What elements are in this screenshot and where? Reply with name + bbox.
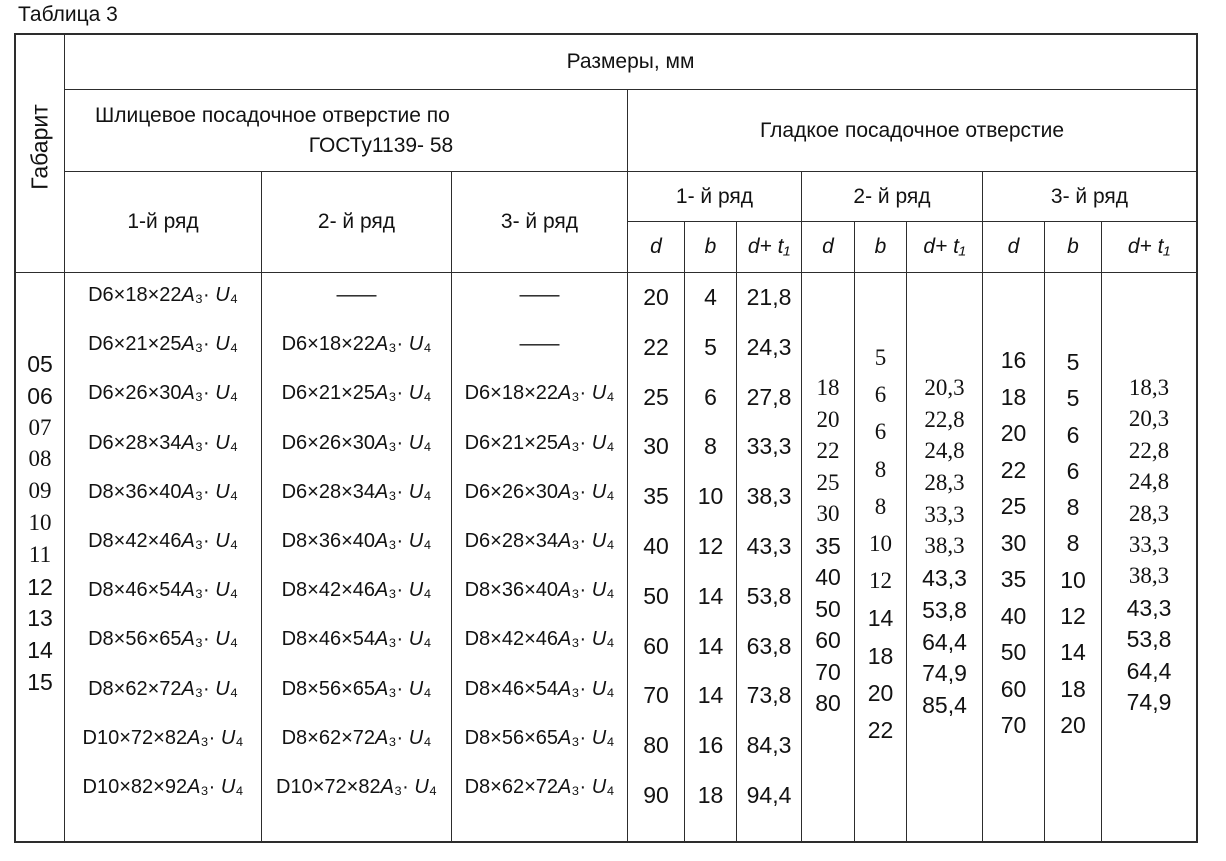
dt-value: 22,8 (1128, 437, 1170, 463)
b-value: 6 (1066, 421, 1080, 448)
dt-value: 38,3 (1128, 563, 1170, 589)
b-value: 6 (1066, 457, 1080, 484)
b-value: 12 (697, 532, 724, 559)
d-value: 22 (816, 438, 840, 463)
d-value: 20 (643, 284, 669, 310)
gabarit-value: 05 (27, 351, 53, 377)
smooth-row1-dt-column (737, 273, 802, 841)
d-value: 40 (1000, 602, 1027, 629)
spline-designation: D8×42×46A₃· U₄ (464, 628, 615, 651)
smooth-row2-dt-column (907, 273, 983, 841)
d-value: 80 (815, 690, 841, 716)
spline-designation: D8×62×72A₃· U₄ (464, 775, 615, 798)
gabarit-value: 14 (27, 637, 53, 664)
spline-designation: D6×21×25A₃· U₄ (88, 333, 238, 356)
table-title: Таблица 3 (18, 3, 118, 26)
b-value: 5 (1066, 349, 1080, 375)
gabarit-value: 13 (27, 605, 53, 632)
col-header-dt-row2: d+ t₁ (907, 222, 983, 273)
d-value: 25 (643, 383, 669, 410)
d-value: 30 (816, 501, 840, 526)
spline-designation: D10×72×82A₃· U₄ (82, 726, 244, 749)
spline-header-line1: Шлицевое посадочное отверстие по (95, 103, 450, 127)
spline-row3-header: 3- й ряд (452, 172, 628, 273)
smooth-section-header: Гладкое посадочное отверстие (628, 90, 1196, 172)
spline-designation: D6×26×30A₃· U₄ (281, 431, 432, 454)
dt-value: 33,3 (1128, 531, 1170, 557)
spline-designation: D8×42×46A₃· U₄ (281, 579, 432, 602)
gabarit-header-label: Габарит (26, 104, 53, 190)
b-value: 12 (869, 568, 892, 594)
d-value: 70 (1000, 712, 1027, 738)
d-value: 30 (1000, 529, 1027, 556)
spline-designation: D10×82×92A₃· U₄ (82, 775, 244, 798)
dt-value: 21,8 (746, 284, 792, 310)
col-header-dt-row1: d+ t₁ (737, 222, 802, 273)
b-value: 10 (1060, 566, 1086, 593)
spline-designation: D6×28×34A₃· U₄ (88, 431, 238, 454)
spline-designation: D6×28×34A₃· U₄ (464, 529, 615, 552)
d-value: 60 (815, 627, 841, 653)
smooth-row3-dt-column (1102, 273, 1196, 841)
dt-value: 63,8 (746, 632, 792, 659)
spline-designation: D10×72×82A₃· U₄ (276, 775, 437, 798)
d-value: 35 (643, 483, 669, 510)
spline-designation: D8×36×40A₃· U₄ (281, 529, 432, 552)
dt-value: 24,8 (1128, 469, 1170, 495)
dt-value: 43,3 (922, 565, 967, 592)
spline-designation: —— (336, 284, 377, 306)
spline-designation: —— (519, 333, 560, 356)
smooth-row2-header: 2- й ряд (802, 172, 983, 222)
b-value: 10 (697, 483, 724, 510)
b-value: 18 (1060, 675, 1086, 702)
b-value: 6 (704, 383, 717, 410)
dt-value: 24,8 (924, 438, 965, 464)
dt-value: 74,9 (922, 660, 967, 687)
gabarit-value: 12 (27, 573, 53, 600)
b-value: 10 (869, 530, 892, 556)
col-header-b-row2: b (855, 222, 907, 273)
smooth-row1-b-column (685, 273, 737, 841)
b-value: 12 (1060, 603, 1086, 630)
dt-value: 20,3 (1128, 406, 1170, 432)
dt-value: 22,8 (924, 406, 965, 432)
dt-value: 53,8 (1126, 626, 1172, 653)
b-value: 18 (867, 642, 894, 669)
gabarit-value: 06 (27, 382, 53, 409)
d-value: 35 (815, 532, 841, 559)
spline-designation: —— (519, 284, 560, 306)
gabarit-header-cell (16, 35, 65, 273)
spline-designation: D8×46×54A₃· U₄ (88, 579, 238, 602)
spline-designation: D8×42×46A₃· U₄ (88, 529, 238, 552)
spline-designation: D8×62×72A₃· U₄ (88, 677, 238, 700)
d-value: 20 (816, 406, 840, 432)
d-value: 50 (815, 595, 841, 622)
spline-designation: D8×56×65A₃· U₄ (88, 628, 238, 651)
col-header-b-row3: b (1045, 222, 1102, 273)
b-value: 4 (704, 284, 717, 310)
d-value: 35 (1000, 566, 1027, 592)
smooth-row3-b-column (1045, 273, 1102, 841)
b-value: 8 (704, 433, 717, 460)
dt-value: 38,3 (746, 483, 792, 510)
spline-designation: D8×56×65A₃· U₄ (464, 726, 615, 749)
gabarit-value: 07 (28, 414, 52, 440)
spline-row3-column (452, 273, 628, 841)
spline-designation: D8×56×65A₃· U₄ (281, 677, 432, 700)
gabarit-value: 15 (27, 668, 53, 695)
spline-designation: D6×21×25A₃· U₄ (281, 382, 432, 405)
spline-designation: D8×46×54A₃· U₄ (281, 628, 432, 651)
d-value: 25 (1000, 493, 1027, 519)
smooth-row3-header: 3- й ряд (983, 172, 1196, 222)
b-value: 5 (1066, 385, 1080, 412)
gabarit-value: 10 (28, 509, 52, 535)
d-value: 50 (1000, 639, 1027, 665)
b-value: 22 (867, 716, 894, 743)
spline-header-line2: ГОСТу1139- 58 (308, 133, 454, 157)
dt-value: 28,3 (924, 470, 965, 496)
dt-value: 53,8 (746, 582, 792, 609)
col-header-d-row3: d (983, 222, 1045, 273)
dt-value: 64,4 (922, 628, 967, 655)
spline-row1-column (65, 273, 262, 841)
b-value: 14 (697, 632, 724, 659)
sizes-header: Размеры, мм (65, 35, 1196, 90)
dt-value: 38,3 (924, 533, 965, 559)
spline-designation: D6×28×34A₃· U₄ (281, 480, 432, 503)
b-value: 14 (697, 582, 724, 609)
b-value: 5 (704, 333, 717, 360)
dt-value: 27,8 (746, 383, 792, 410)
d-value: 18 (1000, 383, 1027, 410)
b-value: 18 (697, 781, 724, 808)
b-value: 16 (697, 732, 724, 759)
d-value: 50 (643, 582, 669, 609)
spline-designation: D6×18×22A₃· U₄ (464, 382, 615, 405)
smooth-row2-d-column (802, 273, 855, 841)
smooth-row2-b-column (855, 273, 907, 841)
spline-designation: D6×21×25A₃· U₄ (464, 431, 615, 454)
dt-value: 33,3 (924, 501, 965, 527)
spline-designation: D8×46×54A₃· U₄ (464, 677, 615, 700)
gabarit-value: 08 (28, 446, 52, 472)
b-value: 14 (697, 682, 724, 709)
col-header-dt-row3: d+ t₁ (1102, 222, 1196, 273)
spline-designation: D8×62×72A₃· U₄ (281, 726, 432, 749)
b-value: 5 (874, 345, 887, 370)
dt-value: 64,4 (1126, 657, 1172, 684)
d-value: 40 (815, 564, 841, 590)
d-value: 40 (643, 532, 669, 559)
spline-row2-header: 2- й ряд (262, 172, 452, 273)
dt-value: 33,3 (746, 433, 792, 460)
d-value: 70 (815, 658, 841, 685)
spline-designation: D6×18×22A₃· U₄ (88, 284, 238, 306)
smooth-row1-header: 1- й ряд (628, 172, 802, 222)
col-header-d-row1: d (628, 222, 685, 273)
dt-value: 18,3 (1128, 375, 1170, 400)
smooth-row1-d-column (628, 273, 685, 841)
d-value: 16 (1000, 347, 1027, 373)
dt-value: 43,3 (1126, 594, 1172, 621)
b-value: 6 (874, 382, 887, 408)
b-value: 8 (874, 456, 887, 482)
dt-value: 20,3 (924, 375, 965, 400)
dt-value: 73,8 (746, 682, 792, 709)
b-value: 8 (1066, 494, 1080, 521)
spline-section-header (65, 90, 628, 172)
d-value: 30 (643, 433, 669, 460)
d-value: 18 (816, 375, 840, 400)
dt-value: 74,9 (1126, 688, 1172, 715)
d-value: 22 (1000, 456, 1027, 483)
d-value: 25 (816, 469, 840, 495)
spline-designation: D8×36×40A₃· U₄ (464, 579, 615, 602)
d-value: 80 (643, 732, 669, 759)
b-value: 14 (867, 605, 894, 632)
gabarit-values-column (16, 273, 65, 841)
col-header-d-row2: d (802, 222, 855, 273)
smooth-row3-d-column (983, 273, 1045, 841)
dt-value: 85,4 (922, 691, 967, 718)
d-value: 20 (1000, 420, 1027, 446)
b-value: 8 (874, 493, 887, 519)
spline-designation: D8×36×40A₃· U₄ (88, 480, 238, 503)
dt-value: 43,3 (746, 532, 792, 559)
dt-value: 28,3 (1128, 500, 1170, 526)
b-value: 6 (874, 419, 887, 445)
spline-row1-header: 1-й ряд (65, 172, 262, 273)
dt-value: 53,8 (922, 596, 967, 623)
spline-designation: D6×26×30A₃· U₄ (464, 480, 615, 503)
spline-designation: D6×18×22A₃· U₄ (281, 333, 432, 356)
b-value: 8 (1066, 530, 1080, 557)
col-header-b-row1: b (685, 222, 737, 273)
gabarit-value: 11 (28, 541, 52, 567)
dt-value: 24,3 (746, 333, 792, 360)
gabarit-value: 09 (28, 478, 52, 504)
dimensions-table (14, 33, 1198, 843)
d-value: 60 (1000, 675, 1027, 702)
spline-designation: D6×26×30A₃· U₄ (88, 382, 238, 405)
b-value: 20 (867, 679, 894, 706)
spline-row2-column (262, 273, 452, 841)
b-value: 20 (1060, 711, 1086, 738)
b-value: 14 (1060, 639, 1086, 666)
d-value: 70 (643, 682, 669, 709)
dt-value: 94,4 (746, 781, 792, 808)
d-value: 60 (643, 632, 669, 659)
d-value: 22 (643, 333, 669, 360)
d-value: 90 (643, 781, 669, 808)
dt-value: 84,3 (746, 732, 792, 759)
